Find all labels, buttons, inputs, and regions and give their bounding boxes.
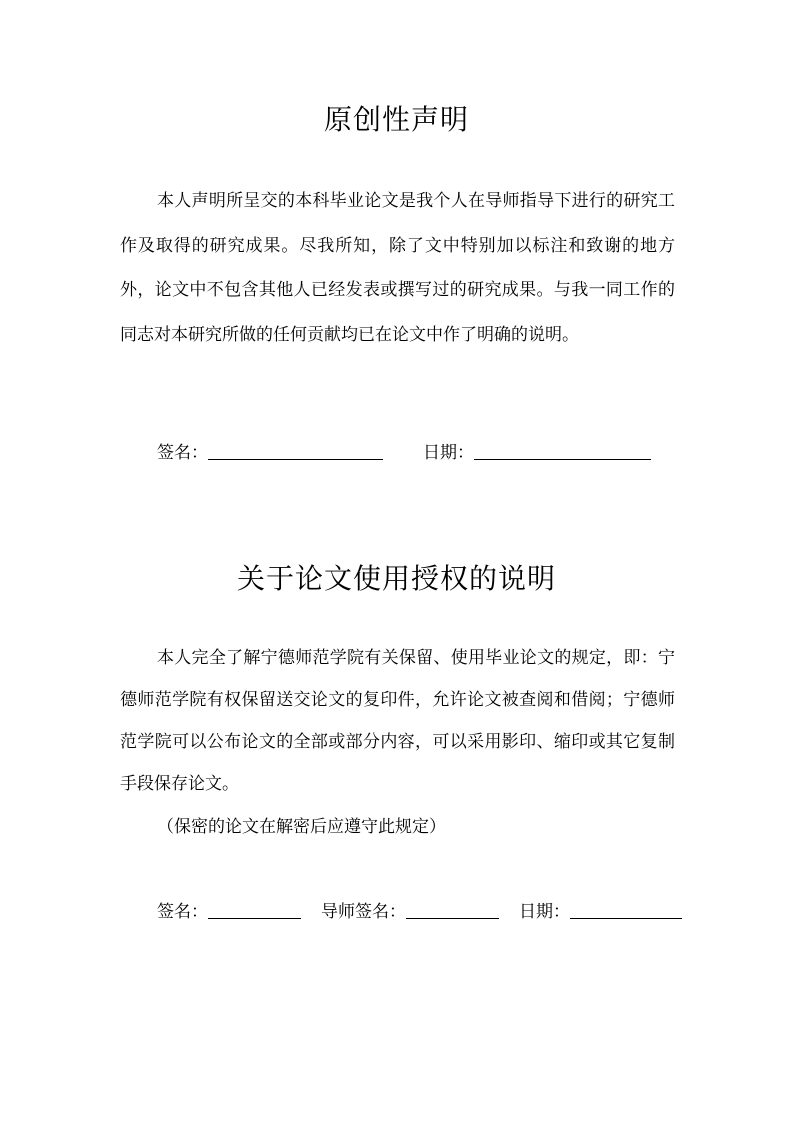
authorization-body: 本人完全了解宁德师范学院有关保留、使用毕业论文的规定，即：宁德师范学院有权保留送交论文的复印件，允许论文被查阅和借阅；宁德师范学院可以公布论文的全部或部分内容，可以采用影印、缩印或其它复制手段保存论文。: [120, 648, 675, 794]
signature-line[interactable]: [208, 917, 301, 919]
confidential-note: （保密的论文在解密后应遵守此规定）: [157, 817, 446, 837]
advisor-signature-line[interactable]: [406, 917, 499, 919]
advisor-signature-label: 导师签名：: [321, 902, 406, 922]
declaration-title: 原创性声明: [323, 103, 469, 136]
date-line[interactable]: [474, 458, 651, 460]
signature-label: 签名：: [157, 902, 208, 922]
signature-line[interactable]: [208, 458, 383, 460]
date-line[interactable]: [570, 917, 682, 919]
authorization-signature-row: [157, 897, 682, 922]
date-label: 日期：: [423, 443, 474, 463]
authorization-title: 关于论文使用授权的说明: [236, 562, 556, 595]
declaration-body: 本人声明所呈交的本科毕业论文是我个人在导师指导下进行的研究工作及取得的研究成果。尽我所知，除了文中特别加以标注和致谢的地方外，论文中不包含其他人已经发表或撰写过的研究成果。与我一同工作的同志对本研究所做的任何贡献均已在论文中作了明确的说明。: [120, 191, 675, 345]
date-label: 日期：: [519, 902, 570, 922]
declaration-signature-row: [157, 438, 651, 463]
signature-label: 签名：: [157, 443, 208, 463]
